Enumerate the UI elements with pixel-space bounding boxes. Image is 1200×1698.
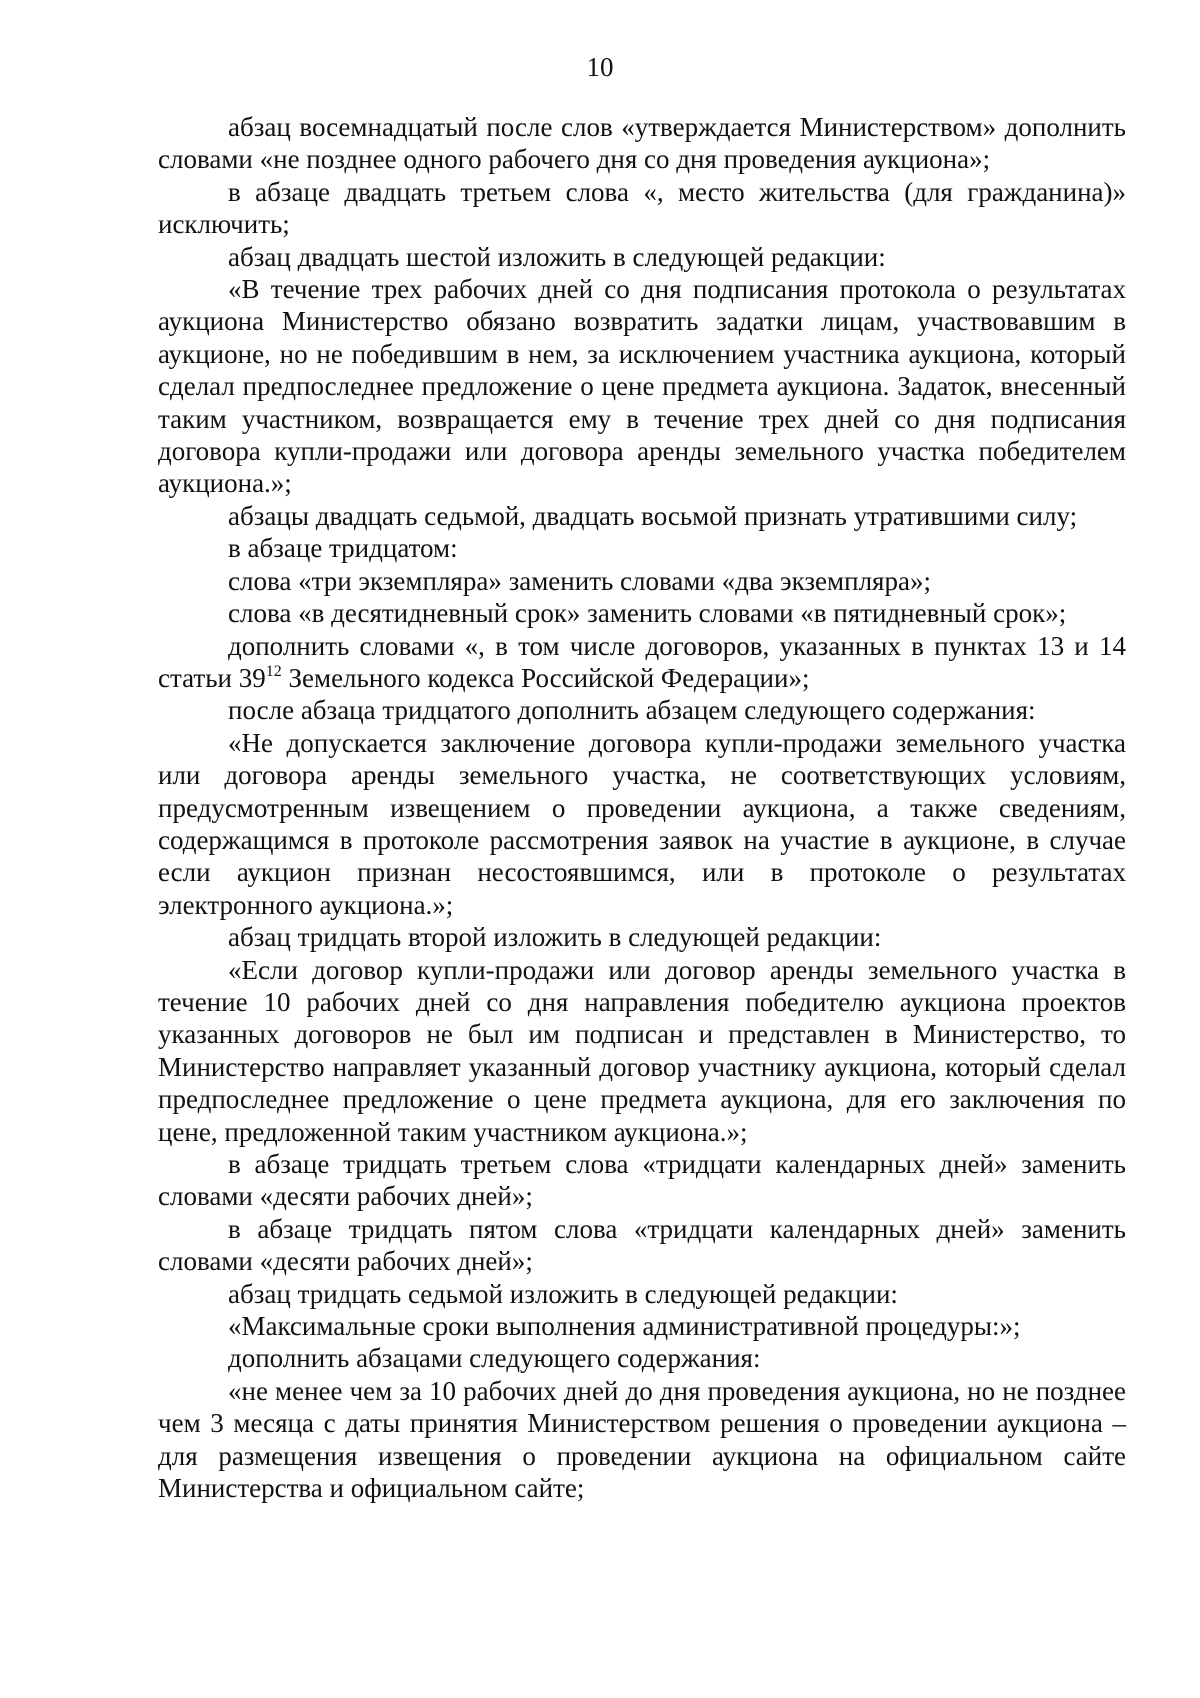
paragraph: в абзаце тридцать пятом слова «тридцати календарных дней» заменить словами «десяти рабочих дней»; — [158, 1213, 1126, 1277]
paragraph: абзацы двадцать седьмой, двадцать восьмой признать утратившими силу; — [228, 500, 1078, 531]
superscript-article-number: 12 — [265, 662, 282, 680]
paragraph: абзац тридцать седьмой изложить в следующей редакции: — [228, 1278, 898, 1309]
paragraph: слова «в десятидневный срок» заменить словами «в пятидневный срок»; — [228, 598, 1067, 629]
paragraph: «Максимальные сроки выполнения административной процедуры:»; — [228, 1311, 1021, 1342]
paragraph: в абзаце тридцатом: — [228, 533, 458, 564]
paragraph: абзац восемнадцатый после слов «утверждается Министерством» дополнить словами «не позднее одного рабочего дня со дня проведения аукциона»; — [158, 112, 1126, 175]
paragraph: «Если договор купли-продажи или договор аренды земельного участка в течение 10 рабочих дней со дня направления победителю аукциона проектов указанных договоров не был им подписан и представлен в Министерство, то Министерство направляет указанный договор участнику аукциона, который сделал предпоследнее предложение о цене предмета аукциона, для его заключения по цене, предложенной таким участником аукциона.»; — [158, 954, 1126, 1147]
paragraph: абзац двадцать шестой изложить в следующей редакции: — [228, 241, 886, 272]
paragraph: слова «три экземпляра» заменить словами «два экземпляра»; — [228, 565, 931, 596]
paragraph: в абзаце тридцать третьем слова «тридцати календарных дней» заменить словами «десяти рабочих дней»; — [158, 1149, 1126, 1212]
paragraph: «не менее чем за 10 рабочих дней до дня проведения аукциона, но не позднее чем 3 месяца с даты принятия Министерством решения о проведении аукциона – для размещения извещения о проведении аукциона на официальном сайте Министерства и официальном сайте; — [158, 1375, 1126, 1504]
paragraph: абзац тридцать второй изложить в следующей редакции: — [228, 922, 882, 953]
paragraph: после абзаца тридцатого дополнить абзацем следующего содержания: — [228, 695, 1036, 726]
paragraph-text-after: Земельного кодекса Российской Федерации»; — [281, 662, 810, 693]
paragraph: «В течение трех рабочих дней со дня подписания протокола о результатах аукциона Министерство обязано возвратить задатки лицам, участвовавшим в аукционе, но не победившим в нем, за исключением участника аукциона, который сделал предпоследнее предложение о цене предмета аукциона. Задаток, внесенный таким участником, возвращается ему в течение трех дней со дня подписания договора купли-продажи или договора аренды земельного участка победителем аукциона.»; — [158, 274, 1126, 499]
paragraph-with-superscript — [158, 630, 1126, 695]
paragraph-text-before: дополнить словами «, в том числе договоров, указанных в пунктах 13 и 14 статьи 39 — [158, 630, 1126, 693]
document-body — [158, 111, 1126, 1504]
page-number: 10 — [586, 52, 614, 82]
paragraph: дополнить абзацами следующего содержания: — [228, 1343, 761, 1374]
paragraph: «Не допускается заключение договора купли-продажи земельного участка или договора аренды земельного участка, не соответствующих условиям, предусмотренным извещением о проведении аукциона, а также сведениям, содержащимся в протоколе рассмотрения заявок на участие в аукционе, в случае если аукцион признан несостоявшимся, или в протоколе о результатах электронного аукциона.»; — [158, 727, 1126, 920]
paragraph: в абзаце двадцать третьем слова «, место жительства (для гражданина)» исключить; — [158, 176, 1126, 240]
